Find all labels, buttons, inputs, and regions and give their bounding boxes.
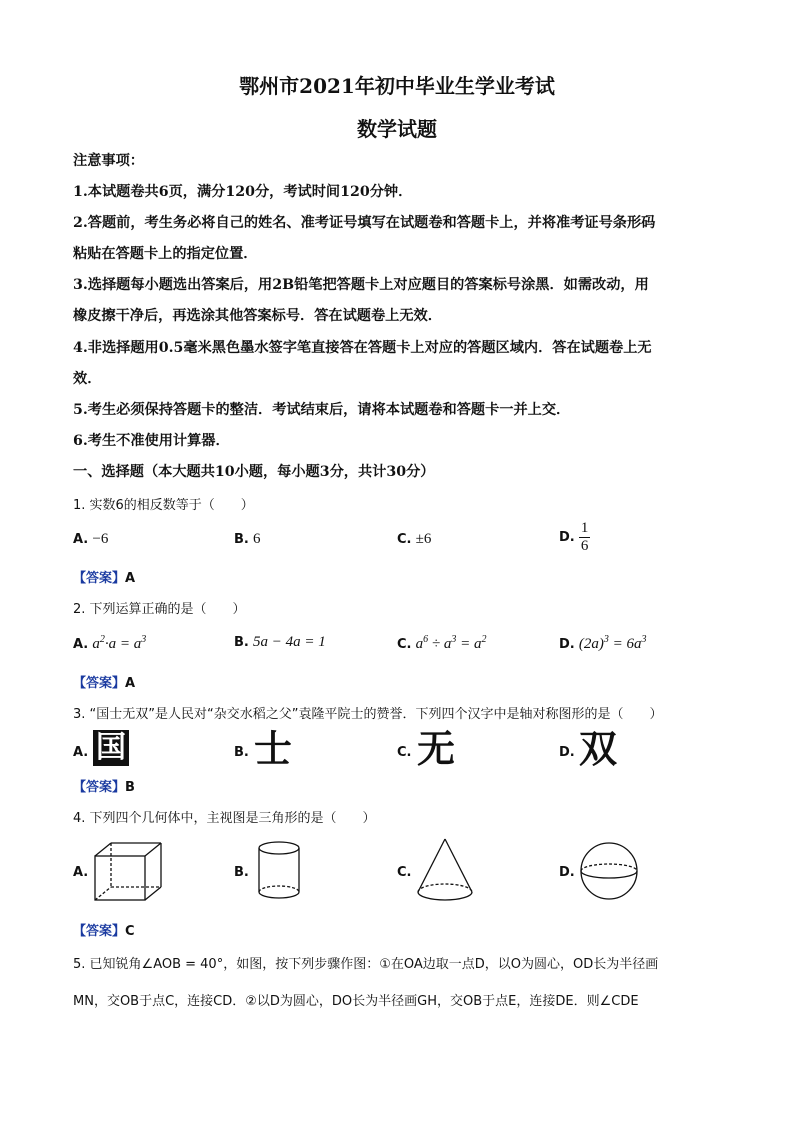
q4-label-a: A. (73, 865, 89, 880)
cube-figure (92, 840, 164, 902)
q5-line-1: 5. 已知锐角∠AOB = 40°，如图，按下列步骤作图：①在OA边取一点D，以O为圆心，OD长为半径画 (73, 957, 659, 972)
note-4b: 效． (73, 371, 102, 387)
q2-option-d: D. $(2a)^3 = 6a^3$ (559, 634, 647, 652)
note-5: 5.考生必须保持答题卡的整洁．考试结束后，请将本试题卷和答题卡一并上交． (73, 402, 571, 418)
sphere-figure (578, 840, 640, 902)
q2-option-c: C. $a^6 \div a^3 = a^2$ (397, 634, 487, 652)
note-6: 6.考生不准使用计算器． (73, 433, 230, 449)
note-3b: 橡皮擦干净后，再选涂其他答案标号．答在试题卷上无效． (73, 308, 442, 324)
q3-label-a: A. (73, 745, 89, 760)
q3-option-a-glyph: 国 (93, 730, 129, 766)
q4-label-b: B. (234, 865, 249, 880)
q1-option-c: C. ±6 (397, 531, 432, 547)
q3-label-d: D. (559, 745, 575, 760)
q1-option-b: B. 6 (234, 531, 261, 547)
q2-option-b: B. 5a − 4a = 1 (234, 634, 326, 650)
q3-answer: 【答案】B (73, 780, 135, 795)
q4-answer: 【答案】C (73, 924, 135, 939)
q2-stem: 2. 下列运算正确的是（ ） (73, 602, 246, 617)
q2-option-a: A. $a^2\cdot a = a^3$ (73, 634, 147, 652)
page-title: 鄂州市2021年初中毕业生学业考试 (239, 74, 555, 98)
q4-stem: 4. 下列四个几何体中，主视图是三角形的是（ ） (73, 811, 376, 826)
q4-label-d: D. (559, 865, 575, 880)
q3-label-c: C. (397, 745, 412, 760)
notes-heading: 注意事项： (73, 153, 144, 169)
q4-label-c: C. (397, 865, 412, 880)
q3-option-c-glyph: 无 (417, 727, 456, 771)
note-1: 1.本试题卷共6页，满分120分，考试时间120分钟． (73, 184, 413, 200)
q1-option-d: D. $\frac{1}{6}$ (559, 520, 589, 554)
note-2a: 2.答题前，考生务必将自己的姓名、准考证号填写在试题卷和答题卡上，并将准考证号条形码 (73, 215, 656, 231)
q3-label-b: B. (234, 745, 249, 760)
q2-answer: 【答案】A (73, 676, 136, 691)
q1-answer: 【答案】A (73, 571, 136, 586)
page-subtitle: 数学试题 (357, 117, 437, 141)
q3-option-b-glyph: 士 (254, 727, 293, 771)
section-heading: 一、选择题（本大题共10小题，每小题3分，共计30分） (73, 464, 435, 480)
note-3a: 3.选择题每小题选出答案后，用2B铅笔把答题卡上对应题目的答案标号涂黑．如需改动，用 (73, 277, 649, 293)
cone-figure (414, 836, 476, 904)
q3-option-d-glyph: 双 (579, 727, 618, 771)
q3-stem: 3. “国士无双”是人民对“杂交水稻之父”袁隆平院士的赞誉．下列四个汉字中是轴对称图形的是（ ） (73, 707, 663, 722)
q1-stem: 1. 实数6的相反数等于（ ） (73, 498, 254, 513)
fraction-one-sixth: $\frac{1}{6}$ (580, 520, 589, 554)
note-4a: 4.非选择题用0.5毫米黑色墨水签字笔直接答在答题卡上对应的答题区域内．答在试题卷上无 (73, 340, 652, 356)
cylinder-figure (253, 840, 305, 902)
q1-option-a: A. −6 (73, 531, 109, 547)
q5-line-2: MN，交OB于点C，连接CD．②以D为圆心，DO长为半径画GH，交OB于点E，连接DE．则∠CDE (73, 994, 639, 1009)
note-2b: 粘贴在答题卡上的指定位置． (73, 246, 258, 262)
